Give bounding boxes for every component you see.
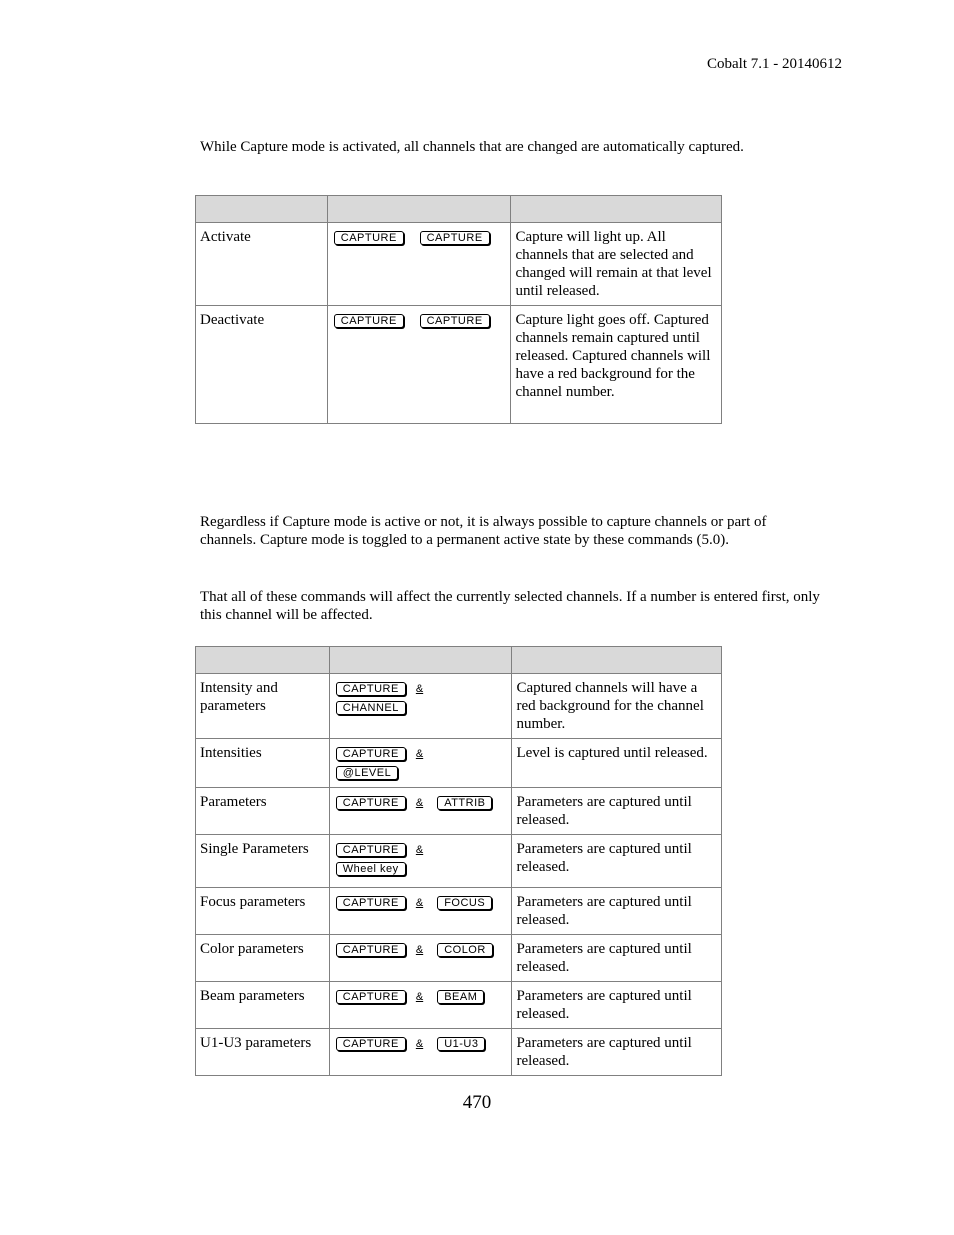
capture-key: CAPTURE: [334, 314, 404, 328]
action-cell: Color parameters: [196, 935, 330, 982]
capture-key: CAPTURE: [420, 314, 490, 328]
table-row: [196, 788, 722, 835]
table-row: [196, 982, 722, 1029]
capture-commands-table: [195, 646, 722, 1076]
capture-key: CAPTURE: [336, 843, 406, 857]
action-cell: Beam parameters: [196, 982, 330, 1029]
document-version-header: Cobalt 7.1 - 20140612: [707, 56, 842, 72]
and-symbol: &: [415, 683, 424, 695]
capture-key: CAPTURE: [336, 896, 406, 910]
action-cell: Intensities: [196, 739, 330, 788]
result-cell: Captured channels will have a red background for the channel number.: [512, 674, 722, 739]
capture-key: CAPTURE: [336, 990, 406, 1004]
table-row: [196, 306, 722, 424]
page-number: 470: [462, 1092, 492, 1113]
result-cell: Parameters are captured until released.: [512, 788, 722, 835]
keys-cell: [329, 982, 512, 1029]
capture-commands-intro: Regardless if Capture mode is active or not, it is always possible to capture channels or part of channels. Capture mode is toggled to a permanent active state by these commands (5.0).: [200, 514, 767, 548]
and-symbol: &: [415, 944, 424, 956]
action-cell: U1-U3 parameters: [196, 1029, 330, 1076]
result-cell: Capture light goes off. Captured channels remain captured until released. Captured channels will have a red background for the channel number.: [511, 306, 722, 424]
and-symbol: &: [415, 844, 424, 856]
capture-key: CAPTURE: [336, 1037, 406, 1051]
result-cell: Parameters are captured until released.: [512, 835, 722, 888]
result-cell: Capture will light up. All channels that are selected and changed will remain at that level until released.: [511, 223, 722, 306]
result-cell: Level is captured until released.: [512, 739, 722, 788]
table-row: [196, 739, 722, 788]
capture-mode-table: [195, 195, 722, 424]
wheel-key: Wheel key: [336, 862, 406, 876]
table-header-row: [196, 647, 722, 674]
and-symbol: &: [415, 1038, 424, 1050]
keys-cell: [329, 835, 512, 888]
capture-key: CAPTURE: [334, 231, 404, 245]
action-cell: Intensity and parameters: [196, 674, 330, 739]
keys-cell: [329, 739, 512, 788]
level-key: @LEVEL: [336, 766, 398, 780]
beam-key: BEAM: [437, 990, 484, 1004]
selected-channels-note: That all of these commands will affect the currently selected channels. If a number is entered first, only this channel will be affected.: [200, 589, 820, 623]
and-symbol: &: [415, 897, 424, 909]
table-row: [196, 888, 722, 935]
capture-key: CAPTURE: [420, 231, 490, 245]
capture-mode-intro: While Capture mode is activated, all channels that are changed are automatically captured.: [200, 139, 744, 155]
table-row: [196, 1029, 722, 1076]
action-cell: Activate: [196, 223, 328, 306]
table-row: [196, 935, 722, 982]
result-cell: Parameters are captured until released.: [512, 1029, 722, 1076]
attrib-key: ATTRIB: [437, 796, 492, 810]
result-cell: Parameters are captured until released.: [512, 982, 722, 1029]
capture-key: CAPTURE: [336, 682, 406, 696]
action-cell: Deactivate: [196, 306, 328, 424]
keys-cell: [327, 306, 511, 424]
and-symbol: &: [415, 797, 424, 809]
keys-cell: [329, 888, 512, 935]
capture-key: CAPTURE: [336, 796, 406, 810]
keys-cell: [329, 788, 512, 835]
table-row: [196, 835, 722, 888]
channel-key: CHANNEL: [336, 701, 406, 715]
result-cell: Parameters are captured until released.: [512, 888, 722, 935]
keys-cell: [327, 223, 511, 306]
and-symbol: &: [415, 991, 424, 1003]
keys-cell: [329, 1029, 512, 1076]
color-key: COLOR: [437, 943, 493, 957]
result-cell: Parameters are captured until released.: [512, 935, 722, 982]
action-cell: Focus parameters: [196, 888, 330, 935]
capture-key: CAPTURE: [336, 747, 406, 761]
focus-key: FOCUS: [437, 896, 492, 910]
table-header-row: [196, 196, 722, 223]
keys-cell: [329, 674, 512, 739]
capture-key: CAPTURE: [336, 943, 406, 957]
action-cell: Parameters: [196, 788, 330, 835]
u1-u3-key: U1-U3: [437, 1037, 485, 1051]
keys-cell: [329, 935, 512, 982]
action-cell: Single Parameters: [196, 835, 330, 888]
table-row: [196, 223, 722, 306]
table-row: [196, 674, 722, 739]
and-symbol: &: [415, 748, 424, 760]
